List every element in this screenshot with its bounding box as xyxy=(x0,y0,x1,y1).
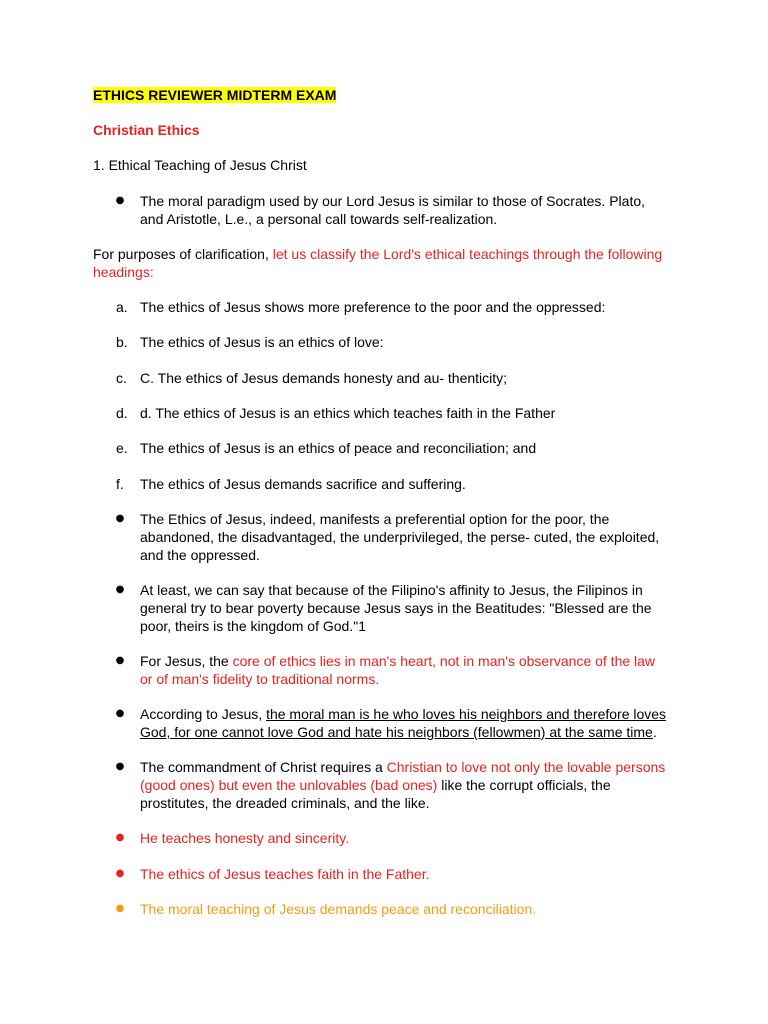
bullet-icon: ● xyxy=(115,584,125,595)
clarification-paragraph xyxy=(93,245,662,281)
clarification-highlight: headings: xyxy=(93,264,154,280)
text-emphasis: Christian to love not only the lovable persons xyxy=(386,759,666,775)
list-text: The ethics of Jesus shows more preference to the poor and the oppressed: xyxy=(140,299,606,315)
text-emphasis: or of man's fidelity to traditional norms. xyxy=(140,671,380,687)
bullet-icon: ● xyxy=(115,832,125,843)
bullet-text: The moral teaching of Jesus demands peace and reconciliation. xyxy=(140,901,537,917)
text-end: . xyxy=(652,724,657,740)
text-line: poor, theirs is the kingdom of God."1 xyxy=(140,618,366,634)
bullet-text xyxy=(140,652,655,688)
clarification-lead: For purposes of clarification, xyxy=(93,246,273,262)
text-line xyxy=(140,705,666,723)
text-line: and the oppressed. xyxy=(140,547,260,563)
bullet-text: He teaches honesty and sincerity. xyxy=(140,830,350,846)
text-line: The Ethics of Jesus, indeed, manifests a preferential option for the poor, the xyxy=(140,511,610,527)
bullet-icon: ● xyxy=(115,655,125,666)
list-label: b. xyxy=(116,334,128,350)
list-text: The ethics of Jesus is an ethics of love: xyxy=(140,334,384,350)
text-line: prostitutes, the dreaded criminals, and the like. xyxy=(140,795,430,811)
text-line xyxy=(140,758,665,776)
text-lead: According to Jesus, xyxy=(140,706,267,722)
list-label: f. xyxy=(116,476,124,492)
bullet-text xyxy=(140,192,645,228)
text-line xyxy=(93,245,662,263)
text-lead: The commandment of Christ requires a xyxy=(140,759,387,775)
bullet-text xyxy=(140,510,659,564)
list-text: The ethics of Jesus is an ethics of peace and reconciliation; and xyxy=(140,440,537,456)
text-line xyxy=(140,776,665,794)
text-line: general try to bear poverty because Jesus says in the Beatitudes: "Blessed are the xyxy=(140,600,652,616)
list-text: d. The ethics of Jesus is an ethics which teaches faith in the Father xyxy=(140,405,556,421)
underlined-text: the moral man is he who loves his neighbors and therefore loves xyxy=(266,706,667,722)
bullet-text xyxy=(140,581,652,635)
bullet-icon: ● xyxy=(115,868,125,879)
bullet-text xyxy=(140,705,666,741)
list-text: The ethics of Jesus demands sacrifice and suffering. xyxy=(140,476,466,492)
list-label: e. xyxy=(116,440,128,456)
bullet-text: The ethics of Jesus teaches faith in the Father. xyxy=(140,866,430,882)
list-label: d. xyxy=(116,405,128,421)
text-emphasis: (good ones) but even the unlovables (bad ones) xyxy=(140,777,438,793)
document-title xyxy=(93,86,336,104)
list-label: a. xyxy=(116,299,128,315)
list-text: C. The ethics of Jesus demands honesty and au- thenticity; xyxy=(140,370,508,386)
bullet-text xyxy=(140,758,665,812)
text-line: At least, we can say that because of the Filipino's affinity to Jesus, the Filipinos in xyxy=(140,582,643,598)
section-heading: Christian Ethics xyxy=(93,122,200,138)
clarification-highlight: let us classify the Lord's ethical teachings through the following xyxy=(272,246,663,262)
document-title-text: ETHICS REVIEWER MIDTERM EXAM xyxy=(93,87,337,103)
bullet-icon: ● xyxy=(115,761,125,772)
bullet-icon: ● xyxy=(115,708,125,719)
underlined-text: God, for one cannot love God and hate his neighbors (fellowmen) at the same time xyxy=(140,724,653,740)
bullet-icon: ● xyxy=(115,195,125,206)
text-lead: For Jesus, the xyxy=(140,653,233,669)
text-line xyxy=(140,723,666,741)
text-line xyxy=(140,652,655,670)
list-label: c. xyxy=(116,370,127,386)
bullet-icon: ● xyxy=(115,903,125,914)
text-emphasis: core of ethics lies in man's heart, not in man's observance of the law xyxy=(232,653,656,669)
bullet-icon: ● xyxy=(115,513,125,524)
text-line: abandoned, the disadvantaged, the underprivileged, the perse- cuted, the exploited, xyxy=(140,529,660,545)
subheading: 1. Ethical Teaching of Jesus Christ xyxy=(93,157,307,173)
text-rest: like the corrupt officials, the xyxy=(437,777,611,793)
text-line: and Aristotle, L.e., a personal call towards self-realization. xyxy=(140,211,498,227)
text-line: The moral paradigm used by our Lord Jesus is similar to those of Socrates. Plato, xyxy=(140,193,646,209)
